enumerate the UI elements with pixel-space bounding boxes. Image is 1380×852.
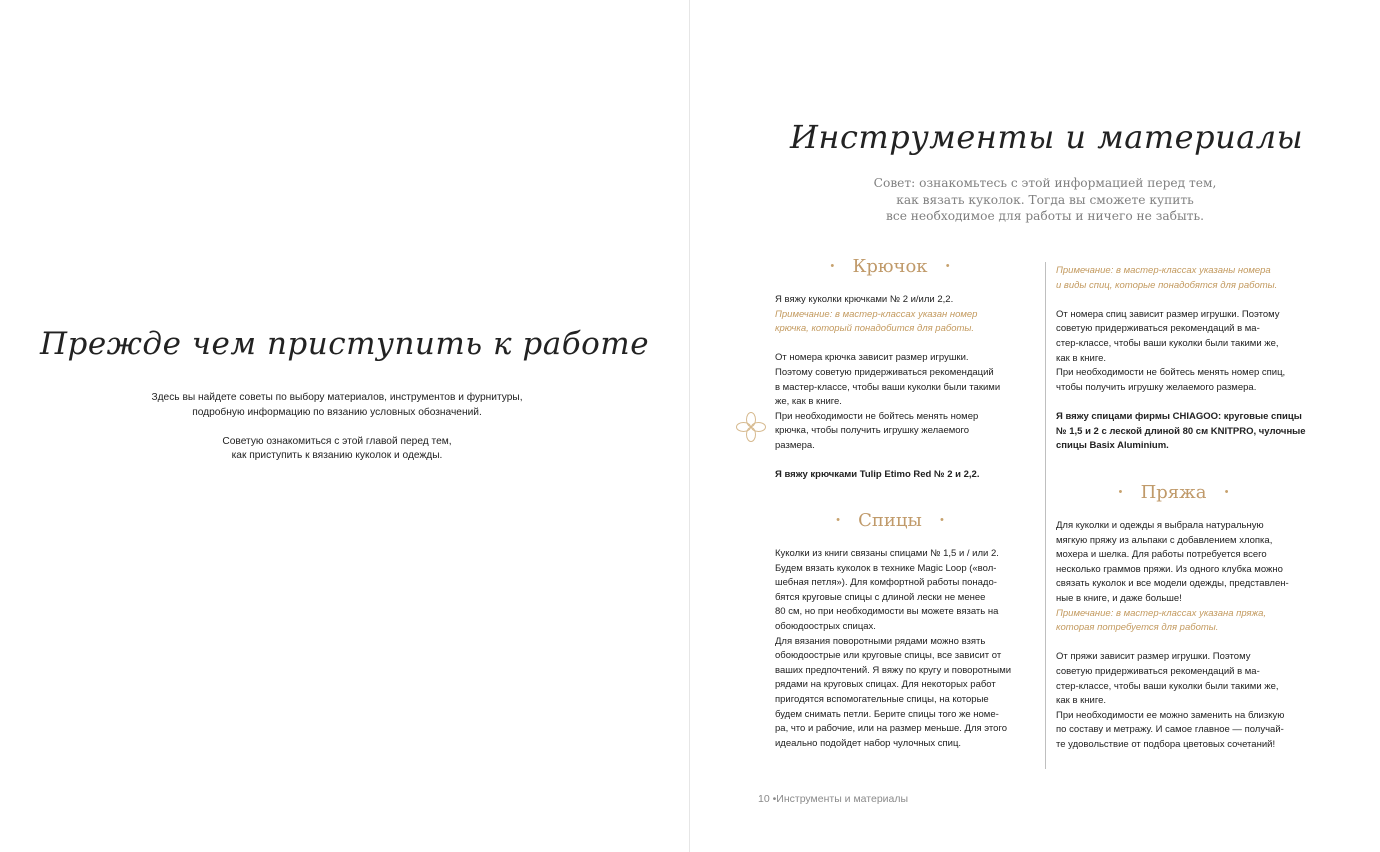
text-line: будем снимать петли. Берите спицы того же номе-	[775, 708, 999, 720]
text-line: От номера спиц зависит размер игрушки. Поэтому	[1056, 308, 1280, 320]
text-line: Я вяжу спицами фирмы CHIAGOO: круговые спицы	[1056, 410, 1302, 422]
text-line: Куколки из книги связаны спицами № 1,5 и / или 2.	[775, 548, 999, 559]
text-line: рядами на круговых спицах. Для некоторых работ	[775, 679, 996, 691]
left-page-title: Прежде чем приступить к работе	[39, 326, 650, 362]
note-line: которая потребуется для работы.	[1056, 622, 1219, 634]
text-line: стер-классе, чтобы ваши куколки были такими же,	[1056, 680, 1279, 692]
text-line: При необходимости ее можно заменить на близкую	[1056, 709, 1285, 721]
column-divider	[1045, 262, 1046, 769]
note-line: Примечание: в мастер-классах указан номер	[775, 308, 978, 320]
yarn-heading-text: Пряжа	[1140, 482, 1207, 503]
needles-notes-text	[1056, 264, 1326, 454]
text-line: Будем вязать куколок в технике Magic Loop («вол-	[775, 562, 997, 574]
text-line: как в книге.	[1056, 695, 1107, 707]
footer-separator: •	[772, 793, 777, 805]
text-line: размера.	[775, 439, 815, 451]
left-page	[0, 0, 689, 852]
text-line: чтобы получить игрушку желаемого размера.	[1056, 381, 1257, 393]
text-line: мягкую пряжу из альпаки с добавлением хлопка,	[1056, 534, 1273, 546]
text-line: Для куколки и одежды я выбрала натуральную	[1056, 520, 1264, 531]
text-line: 80 см, но при необходимости вы можете вязать на	[775, 606, 999, 618]
hook-section-text	[775, 293, 1040, 483]
text-line: в мастер-классе, чтобы ваши куколки были такими	[775, 381, 1001, 393]
text-line: При необходимости не бойтесь менять номер	[775, 410, 979, 422]
note-line: крючка, который понадобится для работы.	[775, 323, 975, 335]
intro-line: Здесь вы найдете советы по выбору материалов, инструментов и фурнитуры,	[151, 392, 523, 403]
text-line: бятся круговые спицы с длиной лески не менее	[775, 591, 986, 603]
text-line: От номера крючка зависит размер игрушки.	[775, 352, 969, 364]
text-line: шебная петля»). Для комфортной работы понадо-	[775, 577, 997, 589]
bullet-dot: •	[835, 515, 841, 527]
tip-subtitle: Совет: ознакомьтесь с этой информацией перед тем, как вязать куколок. Тогда вы сможете купить все необходимое для работы и ничего не забыть.	[873, 176, 1217, 224]
bullet-dot: •	[1223, 487, 1230, 499]
right-page	[690, 0, 1380, 852]
text-line: связать куколок и все модели одежды, представлен-	[1056, 578, 1289, 590]
needles-heading-text: Спицы	[858, 510, 922, 531]
text-line: пригодятся вспомогательные спицы, на которые	[775, 693, 989, 705]
text-line: ра, что и рабочие, или на размер меньше. Для этого	[775, 723, 1007, 735]
bullet-dot: •	[829, 261, 836, 273]
intro-line: как приступить к вязанию куколок и одежды.	[231, 450, 443, 462]
text-line: Поэтому советую придерживаться рекомендаций	[775, 366, 994, 378]
note-line: Примечание: в мастер-классах указана пряжа,	[1056, 607, 1267, 619]
left-page-intro	[100, 391, 574, 479]
text-line: мохера и шелка. Для работы потребуется всего	[1056, 549, 1267, 561]
text-line: как в книге.	[1056, 352, 1107, 364]
right-page-title: Инструменты и материалы	[790, 118, 1304, 156]
text-line: те удовольствие от подбора цветовых сочетаний!	[1056, 738, 1276, 750]
intro-line: подробную информацию по вязанию условных обозначений.	[192, 406, 482, 418]
flower-ornament-icon	[735, 411, 767, 443]
footer-section: Инструменты и материалы	[776, 793, 909, 805]
note-line: и виды спиц, которые понадобятся для работы.	[1056, 279, 1278, 291]
text-line: Я вяжу крючками Tulip Etimo Red № 2 и 2,2.	[775, 469, 980, 481]
hook-heading	[775, 256, 1005, 277]
bullet-dot: •	[1117, 487, 1124, 499]
text-line: же, как в книге.	[775, 396, 842, 408]
text-line: При необходимости не бойтесь менять номер спиц,	[1056, 367, 1286, 379]
text-line: обоюдоострые или круговые спицы, все зависит от	[775, 650, 1002, 662]
page-number: 10	[758, 793, 770, 805]
text-line: стер-классе, чтобы ваши куколки были такими же,	[1056, 337, 1279, 349]
text-line: От пряжи зависит размер игрушки. Поэтому	[1056, 651, 1251, 663]
intro-line: Советую ознакомиться с этой главой перед тем,	[222, 435, 452, 447]
text-line: несколько граммов пряжи. Из одного клубка можно	[1056, 563, 1283, 575]
text-line: идеально подойдет набор чулочных спиц.	[775, 737, 962, 749]
text-line: обоюдоострых спицах.	[775, 620, 876, 632]
text-line: ные в книге, и даже больше!	[1056, 592, 1182, 604]
needles-heading	[775, 510, 1005, 531]
yarn-heading	[1056, 482, 1291, 503]
page-footer	[758, 793, 908, 805]
text-line: № 1,5 и 2 с леской длиной 80 см KNITPRO, чулочные	[1056, 425, 1306, 437]
text-line: крючка, чтобы получить игрушку желаемого	[775, 425, 970, 437]
needles-section-text	[775, 547, 1045, 751]
text-line: Для вязания поворотными рядами можно взять	[775, 635, 986, 647]
bullet-dot: •	[939, 515, 945, 527]
text-line: по составу и метражу. И самое главное — получай-	[1056, 724, 1284, 736]
text-line: советую придерживаться рекомендаций в ма-	[1056, 665, 1260, 677]
hook-heading-text: Крючок	[852, 256, 928, 277]
text-line: ваших предпочтений. Я вяжу по кругу и поворотными	[775, 664, 1012, 676]
text-line: советую придерживаться рекомендаций в ма-	[1056, 323, 1260, 335]
note-line: Примечание: в мастер-классах указаны номера	[1056, 265, 1271, 276]
bullet-dot: •	[944, 261, 951, 273]
text-line: Я вяжу куколки крючками № 2 и/или 2,2.	[775, 294, 954, 305]
text-line: спицы Basix Aluminium.	[1056, 440, 1169, 452]
yarn-section-text	[1056, 519, 1328, 753]
